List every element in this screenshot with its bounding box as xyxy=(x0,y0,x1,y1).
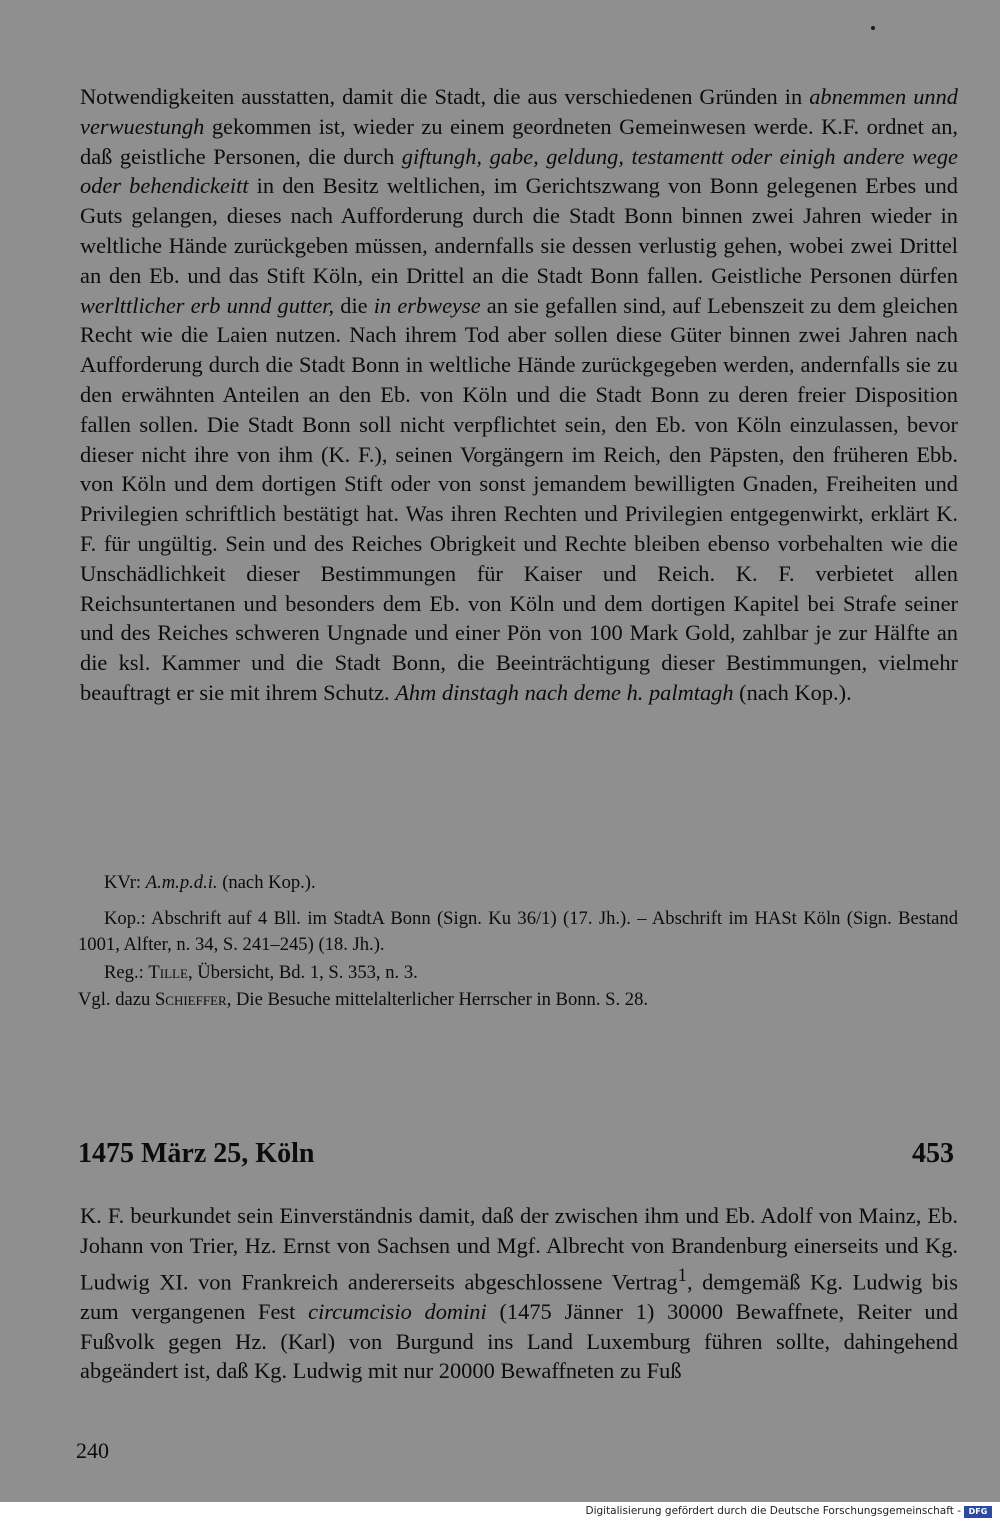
vgl-note xyxy=(78,987,958,1013)
regest-paragraph-previous xyxy=(80,82,958,708)
quoted-source-text: abnemmen unnd verwuestungh xyxy=(80,84,958,139)
vgl-rest: , Die Besuche mittelalterlicher Herrscher in Bonn. S. 28. xyxy=(226,989,649,1010)
footnote-ref: 1 xyxy=(677,1264,687,1286)
quoted-source-text: werlttlicher erb unnd gutter, xyxy=(80,292,335,318)
kvr-suffix: (nach Kop.). xyxy=(217,872,316,893)
kvr-label: KVr: xyxy=(104,872,146,893)
regest-paragraph-453 xyxy=(80,1201,958,1386)
quoted-source-text: Ahm dinstagh nach deme h. palmtagh xyxy=(395,679,734,705)
quoted-source-text: in erbweyse xyxy=(373,292,481,318)
footer-text: Digitalisierung gefördert durch die Deutsche Forschungsgemeinschaft - xyxy=(585,1505,961,1517)
kop-note: Kop.: Abschrift auf 4 Bll. im StadtA Bonn (Sign. Ku 36/1) (17. Jh.). – Abschrift im HASt Köln (Sign. Bestand 1001, Alfter, n. 34, S. 241–245) (18. Jh.). xyxy=(78,908,958,955)
text-run: (1475 Jänner 1) 30000 Bewaffnete, Reiter und Fußvolk gegen Hz. (Karl) von Burgund ins Land Luxemburg führen sollte, dahingehend abgeändert ist, daß Kg. Ludwig mit nur 20000 Bewaffneten zu Fuß xyxy=(80,1298,958,1384)
entry-date-place: 1475 März 25, Köln xyxy=(78,1138,315,1169)
entry-number: 453 xyxy=(912,1138,954,1169)
vgl-label: Vgl. dazu xyxy=(78,989,155,1010)
kvr-note xyxy=(104,870,984,896)
reg-rest: , Übersicht, Bd. 1, S. 353, n. 3. xyxy=(187,962,418,983)
quoted-source-text: giftungh, gabe, geldung, testamentt oder einigh andere wege oder behendickeitt xyxy=(80,143,958,199)
entry-heading xyxy=(78,1134,954,1174)
dfg-logo-icon: DFG xyxy=(964,1506,992,1518)
funding-footer xyxy=(585,1505,992,1518)
page-number: 240 xyxy=(76,1438,109,1463)
text-run: gekommen ist, wieder zu einem geordneten Gemeinwesen werde. K.F. ordnet an, daß geistliche Personen, die durch xyxy=(80,113,958,169)
text-run: , demgemäß Kg. Ludwig bis zum vergangenen Fest xyxy=(80,1269,958,1324)
reg-author: Tille xyxy=(148,962,188,983)
quoted-source-text: circumcisio domini xyxy=(308,1298,487,1324)
reg-note xyxy=(104,960,984,986)
reg-label: Reg.: xyxy=(104,962,149,983)
speck-mark xyxy=(871,26,875,30)
text-run: die xyxy=(334,292,374,318)
text-run: in den Besitz weltlichen, im Gerichtszwang von Bonn gelegenen Erbes und Guts gelangen, dieses nach Aufforderung durch die Stadt Bonn binnen zwei Jahren wieder in weltliche Hände zurückgeben müssen, andernfalls sie dessen verlustig gehen, wobei zwei Drittel an den Eb. und das Stift Köln, ein Drittel an die Stadt Bonn fallen. Geistliche Personen dürfen xyxy=(80,173,958,288)
text-run: an sie gefallen sind, auf Lebenszeit zu dem gleichen Recht wie die Laien nutzen. Nach ihrem Tod aber sollen diese Güter binnen zwei Jahren nach Aufforderung durch die Stadt Bonn in weltliche Hände zurückgegeben werden, andernfalls sie zu den erwähnten Anteilen an den Eb. von Köln und die Stadt Bonn zu deren freier Disposition fallen sollen. Die Stadt Bonn soll nicht verpflichtet sein, den Eb. von Köln einzulassen, bevor dieser nicht ihre von ihm (K. F.), seinen Vorgängern im Reich, den Päpsten, den früheren Ebb. von Köln und dem dortigen Stift oder von sonst jemandem bewilligten Gnaden, Freiheiten und Privilegien schriftlich bestätigt hat. Was ihren Rechten und Privilegien entgegenwirkt, erklärt K. F. für ungültig. Sein und des Reiches Obrigkeit und Rechte bleiben ebenso vorbehalten wie die Unschädlichkeit dieser Bestimmungen für Kaiser und Reich. K. F. verbietet allen Reichsuntertanen und besonders dem Eb. von Köln und dem dortigen Kapitel bei Strafe seiner und des Reiches schweren Ungnade und einer Pön von 100 Mark Gold, zahlbar je zur Hälfte an die ksl. Kammer und die Stadt Bonn, die Beeinträchtigung dieser Bestimmungen, vielmehr beauftragt er sie mit ihrem Schutz. xyxy=(80,292,959,705)
kvr-value: A.m.p.d.i. xyxy=(145,872,218,893)
text-run: K. F. beurkundet sein Einverständnis damit, daß der zwischen ihm und Eb. Adolf von Mainz, Eb. Johann von Trier, Hz. Ernst von Sachsen und Mgf. Albrecht von Brandenburg einerseits und Kg. Ludwig XI. von Frankreich andererseits abgeschlossene Vertrag xyxy=(80,1203,958,1295)
vgl-author: Schieffer xyxy=(154,989,227,1010)
text-run: (nach Kop.). xyxy=(733,679,852,705)
text-run: Notwendigkeiten ausstatten, damit die Stadt, die aus verschiedenen Gründen in xyxy=(80,84,810,109)
